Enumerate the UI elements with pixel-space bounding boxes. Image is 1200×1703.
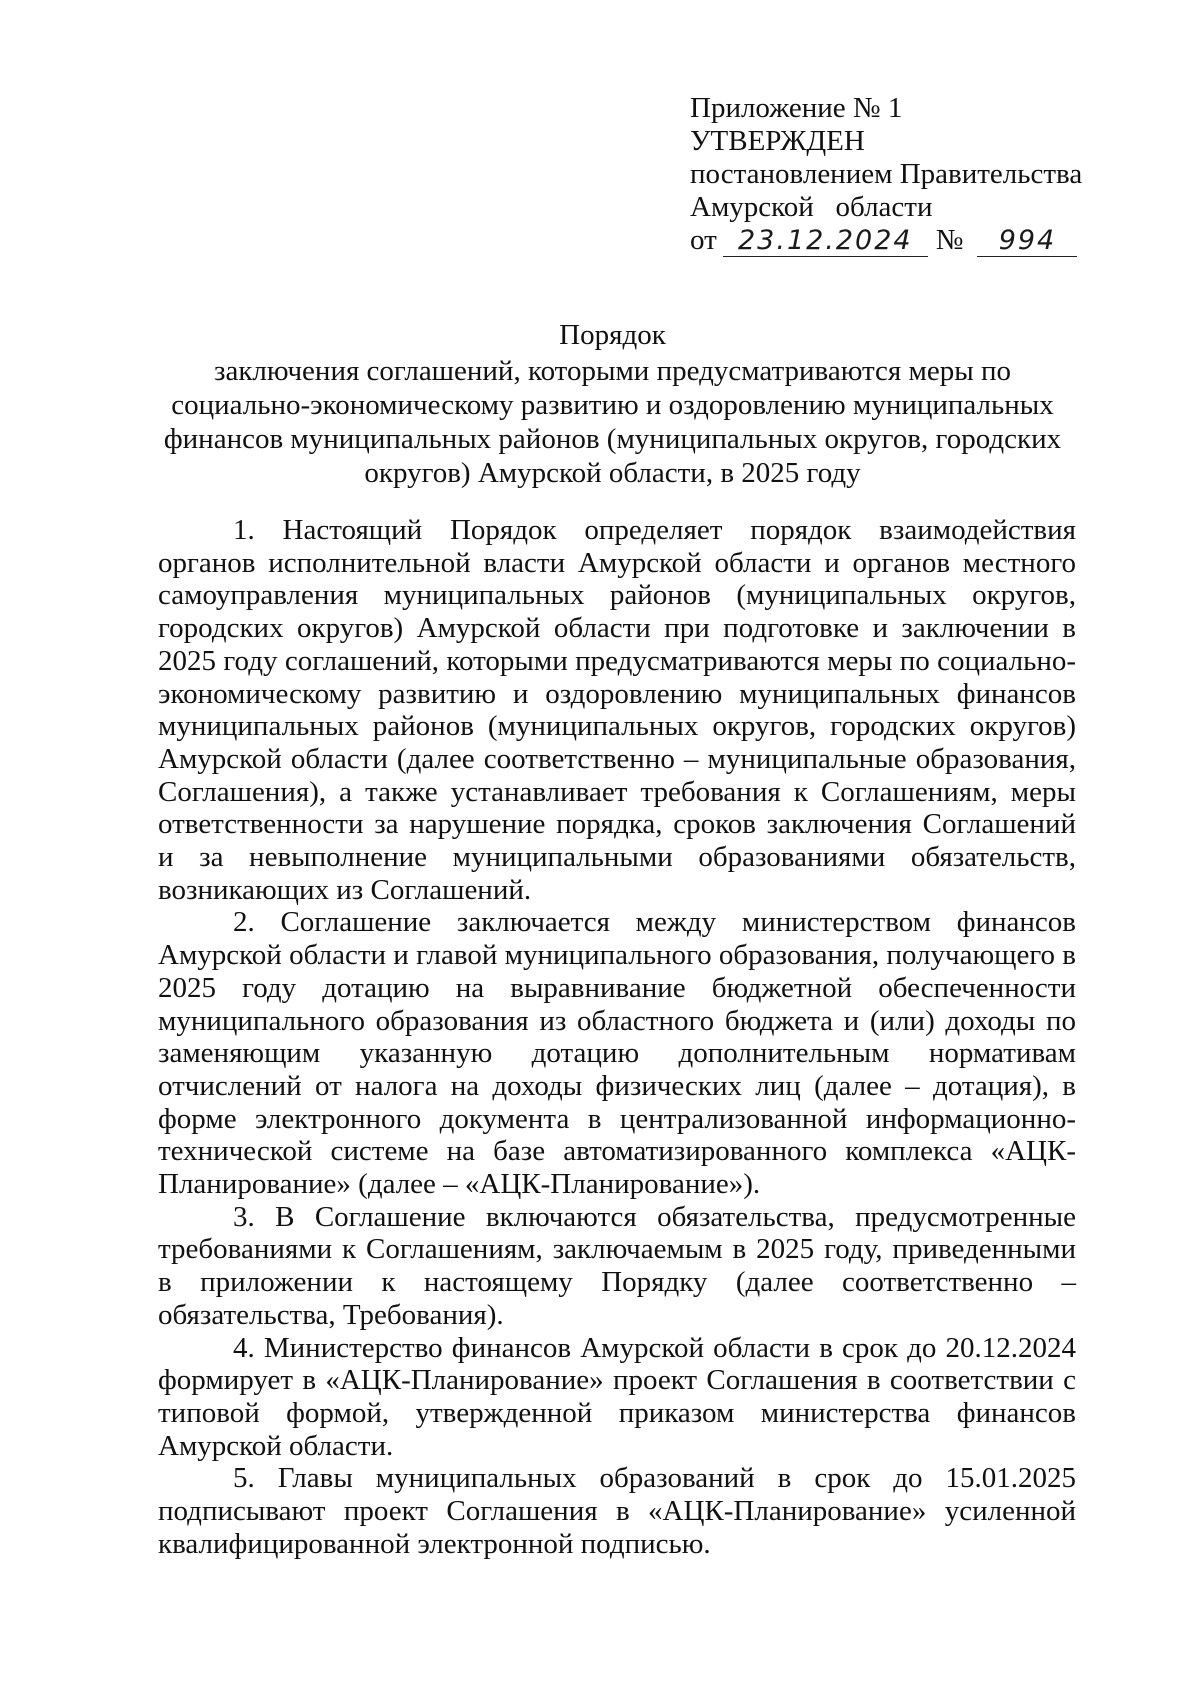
date-number-line bbox=[690, 224, 1110, 257]
approval-stamp bbox=[690, 92, 1110, 257]
title-line: округов) Амурской области, в 2025 году bbox=[364, 457, 861, 489]
title-line: заключения соглашений, которыми предусматриваются меры по bbox=[214, 355, 1011, 387]
paragraph-3: 3. В Соглашение включаются обязательства, предусмотренные требованиями к Соглашениям, заключаемым в 2025 году, приведенными в приложении к настоящему Порядку (далее соответственно – обязательства, Требования). bbox=[158, 1200, 1076, 1331]
title-line: социально-экономическому развитию и оздоровлению муниципальных bbox=[171, 389, 1054, 421]
approved-label: УТВЕРЖДЕН bbox=[690, 125, 865, 157]
approved-by-label: постановлением Правительства bbox=[690, 158, 1083, 190]
appendix-label: Приложение № 1 bbox=[690, 92, 903, 124]
handwritten-date: 23.12.2024 bbox=[723, 226, 928, 257]
date-prefix: от bbox=[690, 224, 717, 256]
paragraph-5: 5. Главы муниципальных образований в срок до 15.01.2025 подписывают проект Соглашения в «АЦК-Планирование» усиленной квалифицированной электронной подписью. bbox=[158, 1462, 1076, 1560]
paragraph-4: 4. Министерство финансов Амурской области в срок до 20.12.2024 формирует в «АЦК-Планирование» проект Соглашения в соответствии с типовой формой, утвержденной приказом министерства финансов Амурской области. bbox=[158, 1331, 1076, 1462]
document-title bbox=[150, 318, 1075, 490]
title-line: финансов муниципальных районов (муниципальных округов, городских bbox=[163, 423, 1062, 455]
number-sign: № bbox=[935, 224, 964, 256]
paragraph-1: 1. Настоящий Порядок определяет порядок взаимодействия органов исполнительной власти Амурской области и органов местного самоуправления муниципальных районов (муниципальных округов, городских округов) Амурской области при подготовке и заключении в 2025 году соглашений, которыми предусматриваются меры по социально-экономическому развитию и оздоровлению муниципальных финансов муниципальных районов (муниципальных округов, городских округов) Амурской области (далее соответственно – муниципальные образования, Соглашения), а также устанавливает требования к Соглашениям, меры ответственности за нарушение порядка, сроков заключения Соглашений и за невыполнение муниципальными образованиями обязательств, возникающих из Соглашений. bbox=[158, 514, 1076, 906]
document-body bbox=[158, 514, 1076, 1561]
handwritten-number: 994 bbox=[977, 226, 1077, 257]
title-heading: Порядок bbox=[559, 319, 666, 351]
region-label: Амурской области bbox=[690, 191, 933, 223]
paragraph-2: 2. Соглашение заключается между министерством финансов Амурской области и главой муниципального образования, получающего в 2025 году дотацию на выравнивание бюджетной обеспеченности муниципального образования из областного бюджета и (или) доходы по заменяющим указанную дотацию дополнительным нормативам отчислений от налога на доходы физических лиц (далее – дотация), в форме электронного документа в централизованной информационно-технической системе на базе автоматизированного комплекса «АЦК-Планирование» (далее – «АЦК-Планирование»). bbox=[158, 906, 1076, 1201]
